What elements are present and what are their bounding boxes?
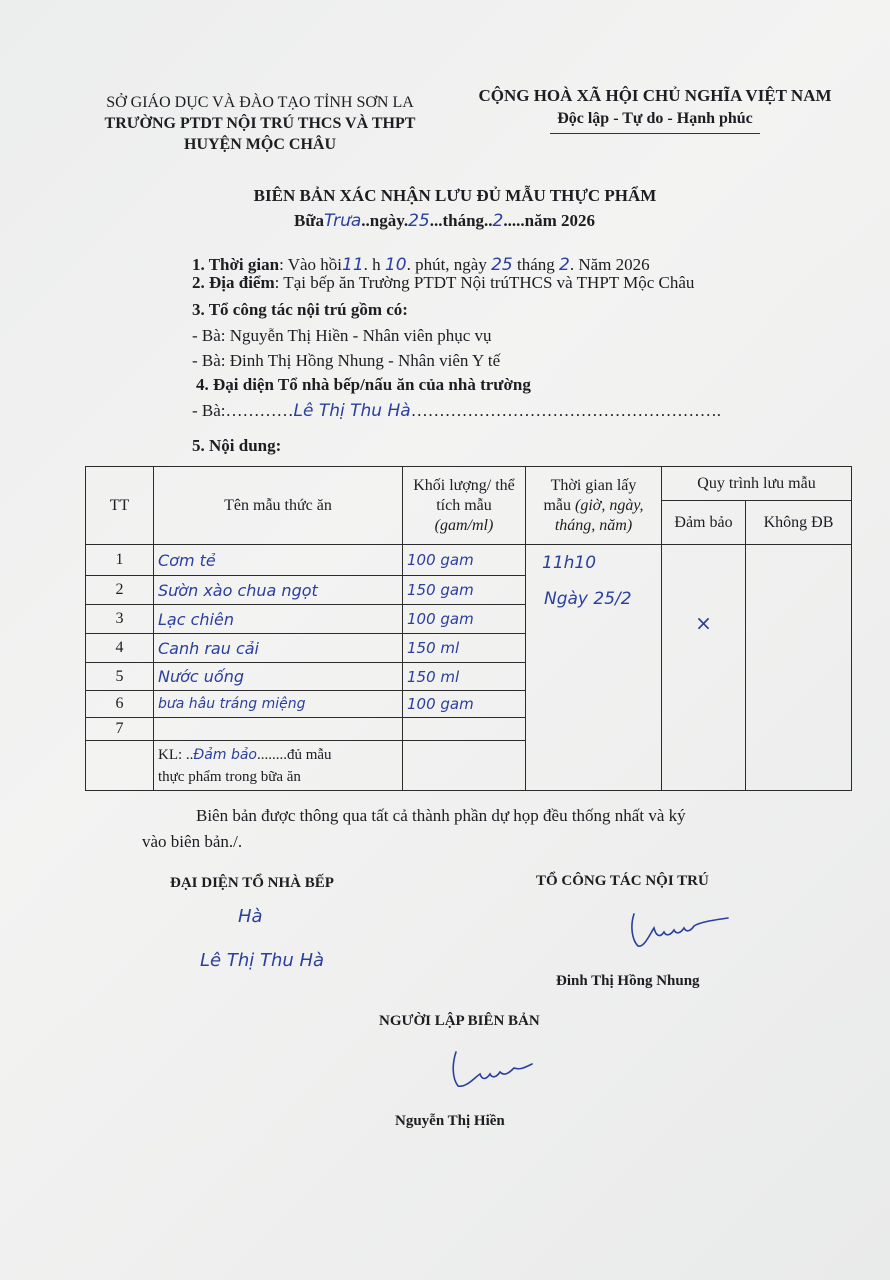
- row-mass: 150 ml: [403, 663, 526, 691]
- section-location-label: 2. Địa điểm: [192, 273, 275, 292]
- meal-date-line: [294, 211, 595, 231]
- section-time-text-b: . h: [363, 255, 381, 274]
- row-tt: 7: [86, 718, 154, 741]
- row-mass: 100 gam: [403, 691, 526, 718]
- header-food-name: Tên mẫu thức ăn: [154, 467, 403, 545]
- section-time: [192, 255, 650, 275]
- conclusion-cell: [154, 741, 403, 791]
- header-mass-line1: Khối lượng/ thể: [413, 476, 515, 494]
- department-name: SỞ GIÁO DỤC VÀ ĐÀO TẠO TỈNH SƠN LA: [106, 94, 414, 111]
- header-ok: Đảm bảo: [662, 501, 746, 545]
- row-food-name: Nước uống: [154, 663, 403, 691]
- row-food-name: bưa hâu tráng miệng: [154, 691, 403, 718]
- meal-value: Trưa: [324, 211, 362, 231]
- creator-name: Nguyễn Thị Hiền: [395, 1113, 505, 1129]
- boarding-signer-name: Đinh Thị Hồng Nhung: [556, 973, 700, 989]
- row-tt: 3: [86, 605, 154, 634]
- row-food-name: Canh rau cải: [154, 634, 403, 663]
- row-tt: 6: [86, 691, 154, 718]
- hour-value: 11: [342, 255, 364, 275]
- header-not-ok: Không ĐB: [746, 501, 852, 545]
- time-taken-cell: [526, 545, 662, 791]
- date-taken: Ngày 25/2: [544, 589, 632, 609]
- section-location-text: : Tại bếp ăn Trường PTDT Nội trúTHCS và THPT Mộc Châu: [274, 273, 695, 292]
- header-time: [526, 467, 662, 545]
- conclusion-tt-cell: [86, 741, 154, 791]
- header-right: [470, 84, 840, 134]
- conclusion-prefix: KL: ..: [158, 746, 194, 763]
- row-tt: 5: [86, 663, 154, 691]
- header-tt: TT: [86, 467, 154, 545]
- creator-title: NGƯỜI LẬP BIÊN BẢN: [379, 1013, 540, 1029]
- year-label: .....năm 2026: [503, 211, 595, 230]
- national-title: CỘNG HOÀ XÃ HỘI CHỦ NGHĨA VIỆT NAM: [478, 86, 832, 105]
- closing-line1: Biên bản được thông qua tất cả thành phần dự họp đều thống nhất và ký: [196, 806, 686, 825]
- closing-line2: vào biên bản./.: [142, 832, 243, 851]
- section-team-label: 3. Tổ công tác nội trú gồm có:: [192, 300, 408, 319]
- section-time-text-a: : Vào hồi: [279, 255, 343, 274]
- month-value: 2: [492, 211, 504, 231]
- row-food-name: Cơm tẻ: [154, 545, 403, 576]
- row-mass: 150 gam: [403, 576, 526, 605]
- row-mass: 150 ml: [403, 634, 526, 663]
- row-mass: 100 gam: [403, 605, 526, 634]
- day-hand-value: 25: [491, 255, 513, 275]
- row-mass: 100 gam: [403, 545, 526, 576]
- table-header-row: [86, 467, 852, 501]
- meal-prefix: Bữa: [294, 211, 325, 230]
- team-member-2: - Bà: Đinh Thị Hồng Nhung - Nhân viên Y tế: [192, 351, 501, 370]
- row-tt: 4: [86, 634, 154, 663]
- row-tt: 1: [86, 545, 154, 576]
- table-row: [86, 545, 852, 576]
- row-mass: [403, 718, 526, 741]
- row-food-name: [154, 718, 403, 741]
- header-time-unit2: tháng, năm): [554, 516, 633, 534]
- ok-mark: ×: [695, 611, 712, 635]
- school-name: TRƯỜNG PTDT NỘI TRÚ THCS VÀ THPT: [104, 115, 416, 132]
- day-value: 25: [408, 211, 430, 231]
- district-name: HUYỆN MỘC CHÂU: [184, 136, 336, 153]
- minute-value: 10: [384, 255, 407, 275]
- section-time-text-e: . Năm 2026: [569, 255, 650, 274]
- kitchen-signature: Hà: [238, 906, 263, 927]
- conclusion-suffix: ........đủ mẫu: [256, 746, 332, 763]
- creator-signature-image: [444, 1048, 540, 1092]
- row-food-name: Lạc chiên: [154, 605, 403, 634]
- month-label: ...tháng..: [429, 211, 493, 230]
- kitchen-rep-suffix: ……………………………………………….: [410, 401, 721, 420]
- conclusion-mass-cell: [403, 741, 526, 791]
- boarding-signature-image: [624, 906, 734, 954]
- not-ok-cell: [746, 545, 852, 791]
- national-motto: Độc lập - Tự do - Hạnh phúc: [557, 110, 753, 127]
- header-mass-unit: (gam/ml): [434, 516, 494, 534]
- header-time-line2: mẫu: [543, 496, 571, 514]
- row-tt: 2: [86, 576, 154, 605]
- kitchen-rep-prefix: - Bà:…………: [192, 401, 294, 420]
- month-hand-value: 2: [559, 255, 570, 275]
- section-time-text-d: tháng: [516, 255, 555, 274]
- section-time-text-c: . phút, ngày: [406, 255, 487, 274]
- header-mass: [403, 467, 526, 545]
- motto-underline: [550, 133, 760, 134]
- conclusion-value: Đảm bảo: [193, 746, 257, 763]
- section-location: [192, 273, 694, 293]
- kitchen-handwritten-name: Lê Thị Thu Hà: [200, 950, 325, 971]
- section-time-label: 1. Thời gian: [192, 255, 280, 274]
- kitchen-rep-name: Lê Thị Thu Hà: [293, 401, 411, 421]
- header-time-line1: Thời gian lấy: [550, 476, 637, 494]
- conclusion-line2: thực phẩm trong bữa ăn: [158, 768, 301, 785]
- row-food-name: Sườn xào chua ngọt: [154, 576, 403, 605]
- ok-cell: [662, 545, 746, 791]
- boarding-team-title: TỔ CÔNG TÁC NỘI TRÚ: [536, 873, 709, 889]
- time-taken: 11h10: [542, 553, 597, 573]
- day-label: ..ngày.: [361, 211, 409, 230]
- header-process: Quy trình lưu mẫu: [662, 467, 852, 501]
- section-kitchen-label: 4. Đại diện Tổ nhà bếp/nấu ăn của nhà trường: [196, 375, 531, 394]
- team-member-1: - Bà: Nguyễn Thị Hiền - Nhân viên phục vụ: [192, 326, 492, 345]
- section-content-label: 5. Nội dung:: [192, 436, 282, 455]
- document-title: BIÊN BẢN XÁC NHẬN LƯU ĐỦ MẪU THỰC PHẨM: [253, 186, 657, 205]
- header-left: [90, 92, 430, 155]
- sample-table: [85, 466, 852, 791]
- kitchen-rep-line: [192, 401, 721, 421]
- header-time-unit: (giờ, ngày,: [575, 496, 644, 514]
- kitchen-rep-title: ĐẠI DIỆN TỔ NHÀ BẾP: [170, 875, 334, 891]
- header-mass-line2: tích mẫu: [436, 496, 492, 514]
